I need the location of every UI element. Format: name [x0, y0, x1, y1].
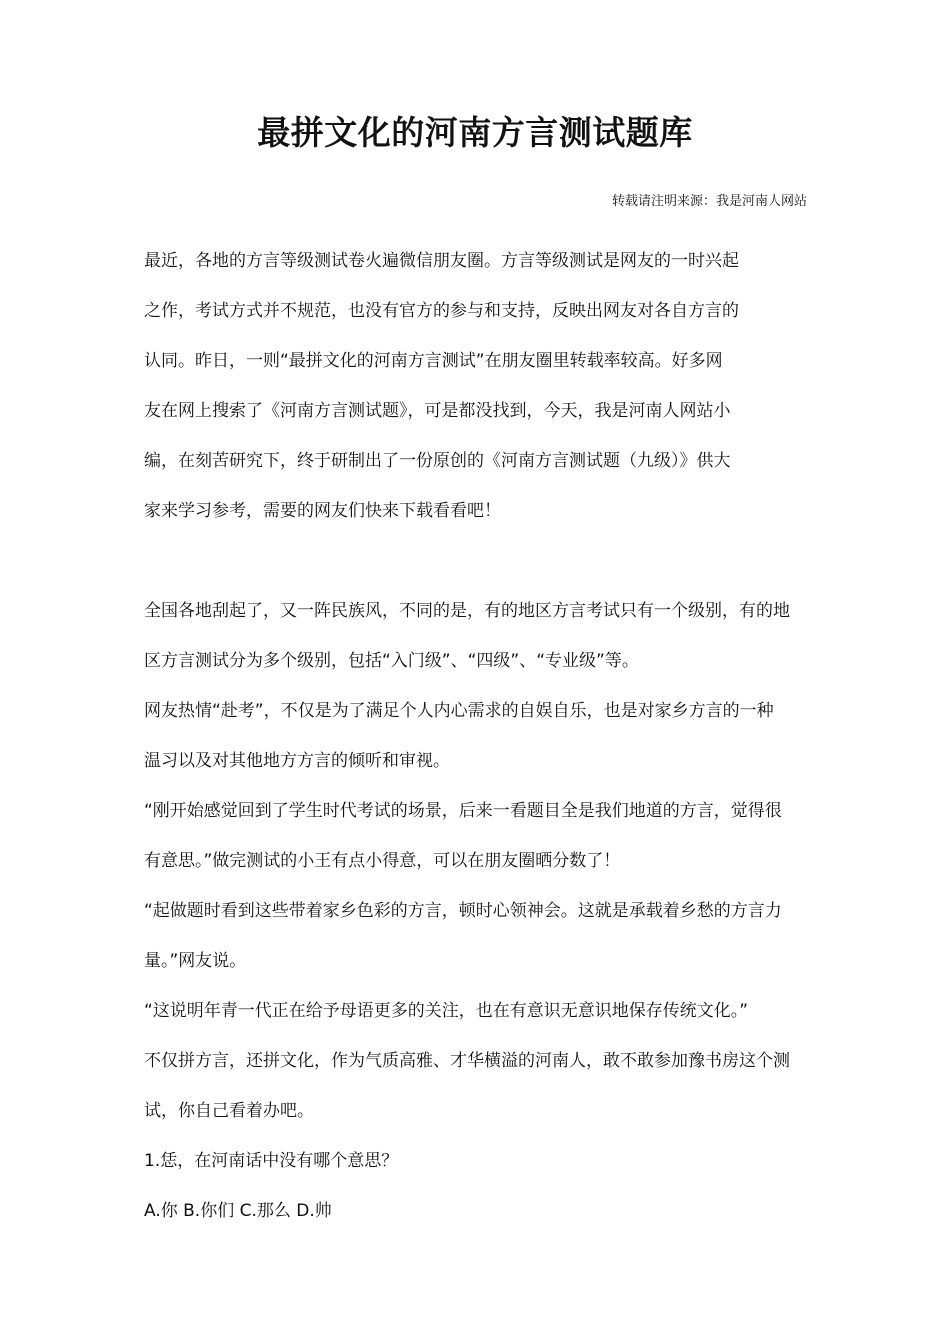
body-line: 全国各地刮起了，又一阵民族风，不同的是，有的地区方言考试只有一个级别，有的地 — [144, 601, 790, 621]
quote-line: “刚开始感觉回到了学生时代考试的场景，后来一看题目全是我们地道的方言，觉得很 — [144, 801, 782, 821]
question-line: 1.恁，在河南话中没有哪个意思？ — [144, 1151, 399, 1171]
body-line: 温习以及对其他地方方言的倾听和审视。 — [144, 751, 450, 771]
document-title: 最拼文化的河南方言测试题库 — [257, 113, 693, 152]
body-line: 网友热情“赴考”，不仅是为了满足个人内心需求的自娱自乐，也是对家乡方言的一种 — [144, 701, 774, 721]
quote-line: 量。”网友说。 — [144, 951, 247, 971]
intro-line: 友在网上搜索了《河南方言测试题》，可是都没找到，今天，我是河南人网站小 — [144, 401, 731, 421]
intro-line: 之作，考试方式并不规范，也没有官方的参与和支持，反映出网友对各自方言的 — [144, 301, 739, 321]
body-line: 区方言测试分为多个级别，包括“入门级”、“四级”、“专业级”等。 — [144, 651, 639, 671]
quote-line: 有意思。”做完测试的小王有点小得意，可以在朋友圈晒分数了！ — [144, 851, 621, 871]
intro-line: 家来学习参考，需要的网友们快来下载看看吧！ — [144, 501, 501, 521]
body-section — [144, 586, 808, 1236]
intro-line: 认同。昨日，一则“最拼文化的河南方言测试”在朋友圈里转载率较高。好多网 — [144, 351, 723, 371]
quote-line: “起做题时看到这些带着家乡色彩的方言，顿时心领神会。这就是承载着乡愁的方言力 — [144, 901, 782, 921]
answer-options: A.你 B.你们 C.那么 D.帅 — [144, 1201, 332, 1221]
intro-line: 最近，各地的方言等级测试卷火遍微信朋友圈。方言等级测试是网友的一时兴起 — [144, 251, 739, 271]
quote-line: “这说明年青一代正在给予母语更多的关注，也在有意识无意识地保存传统文化。” — [144, 1001, 749, 1021]
body-line: 试，你自己看着办吧。 — [144, 1101, 314, 1121]
intro-line: 编，在刻苦研究下，终于研制出了一份原创的《河南方言测试题（九级）》供大 — [144, 451, 731, 471]
source-note: 转载请注明来源：我是河南人网站 — [611, 194, 807, 209]
body-line: 不仅拼方言，还拼文化，作为气质高雅、才华横溢的河南人，敢不敢参加豫书房这个测 — [144, 1051, 790, 1071]
intro-paragraph — [144, 236, 808, 536]
